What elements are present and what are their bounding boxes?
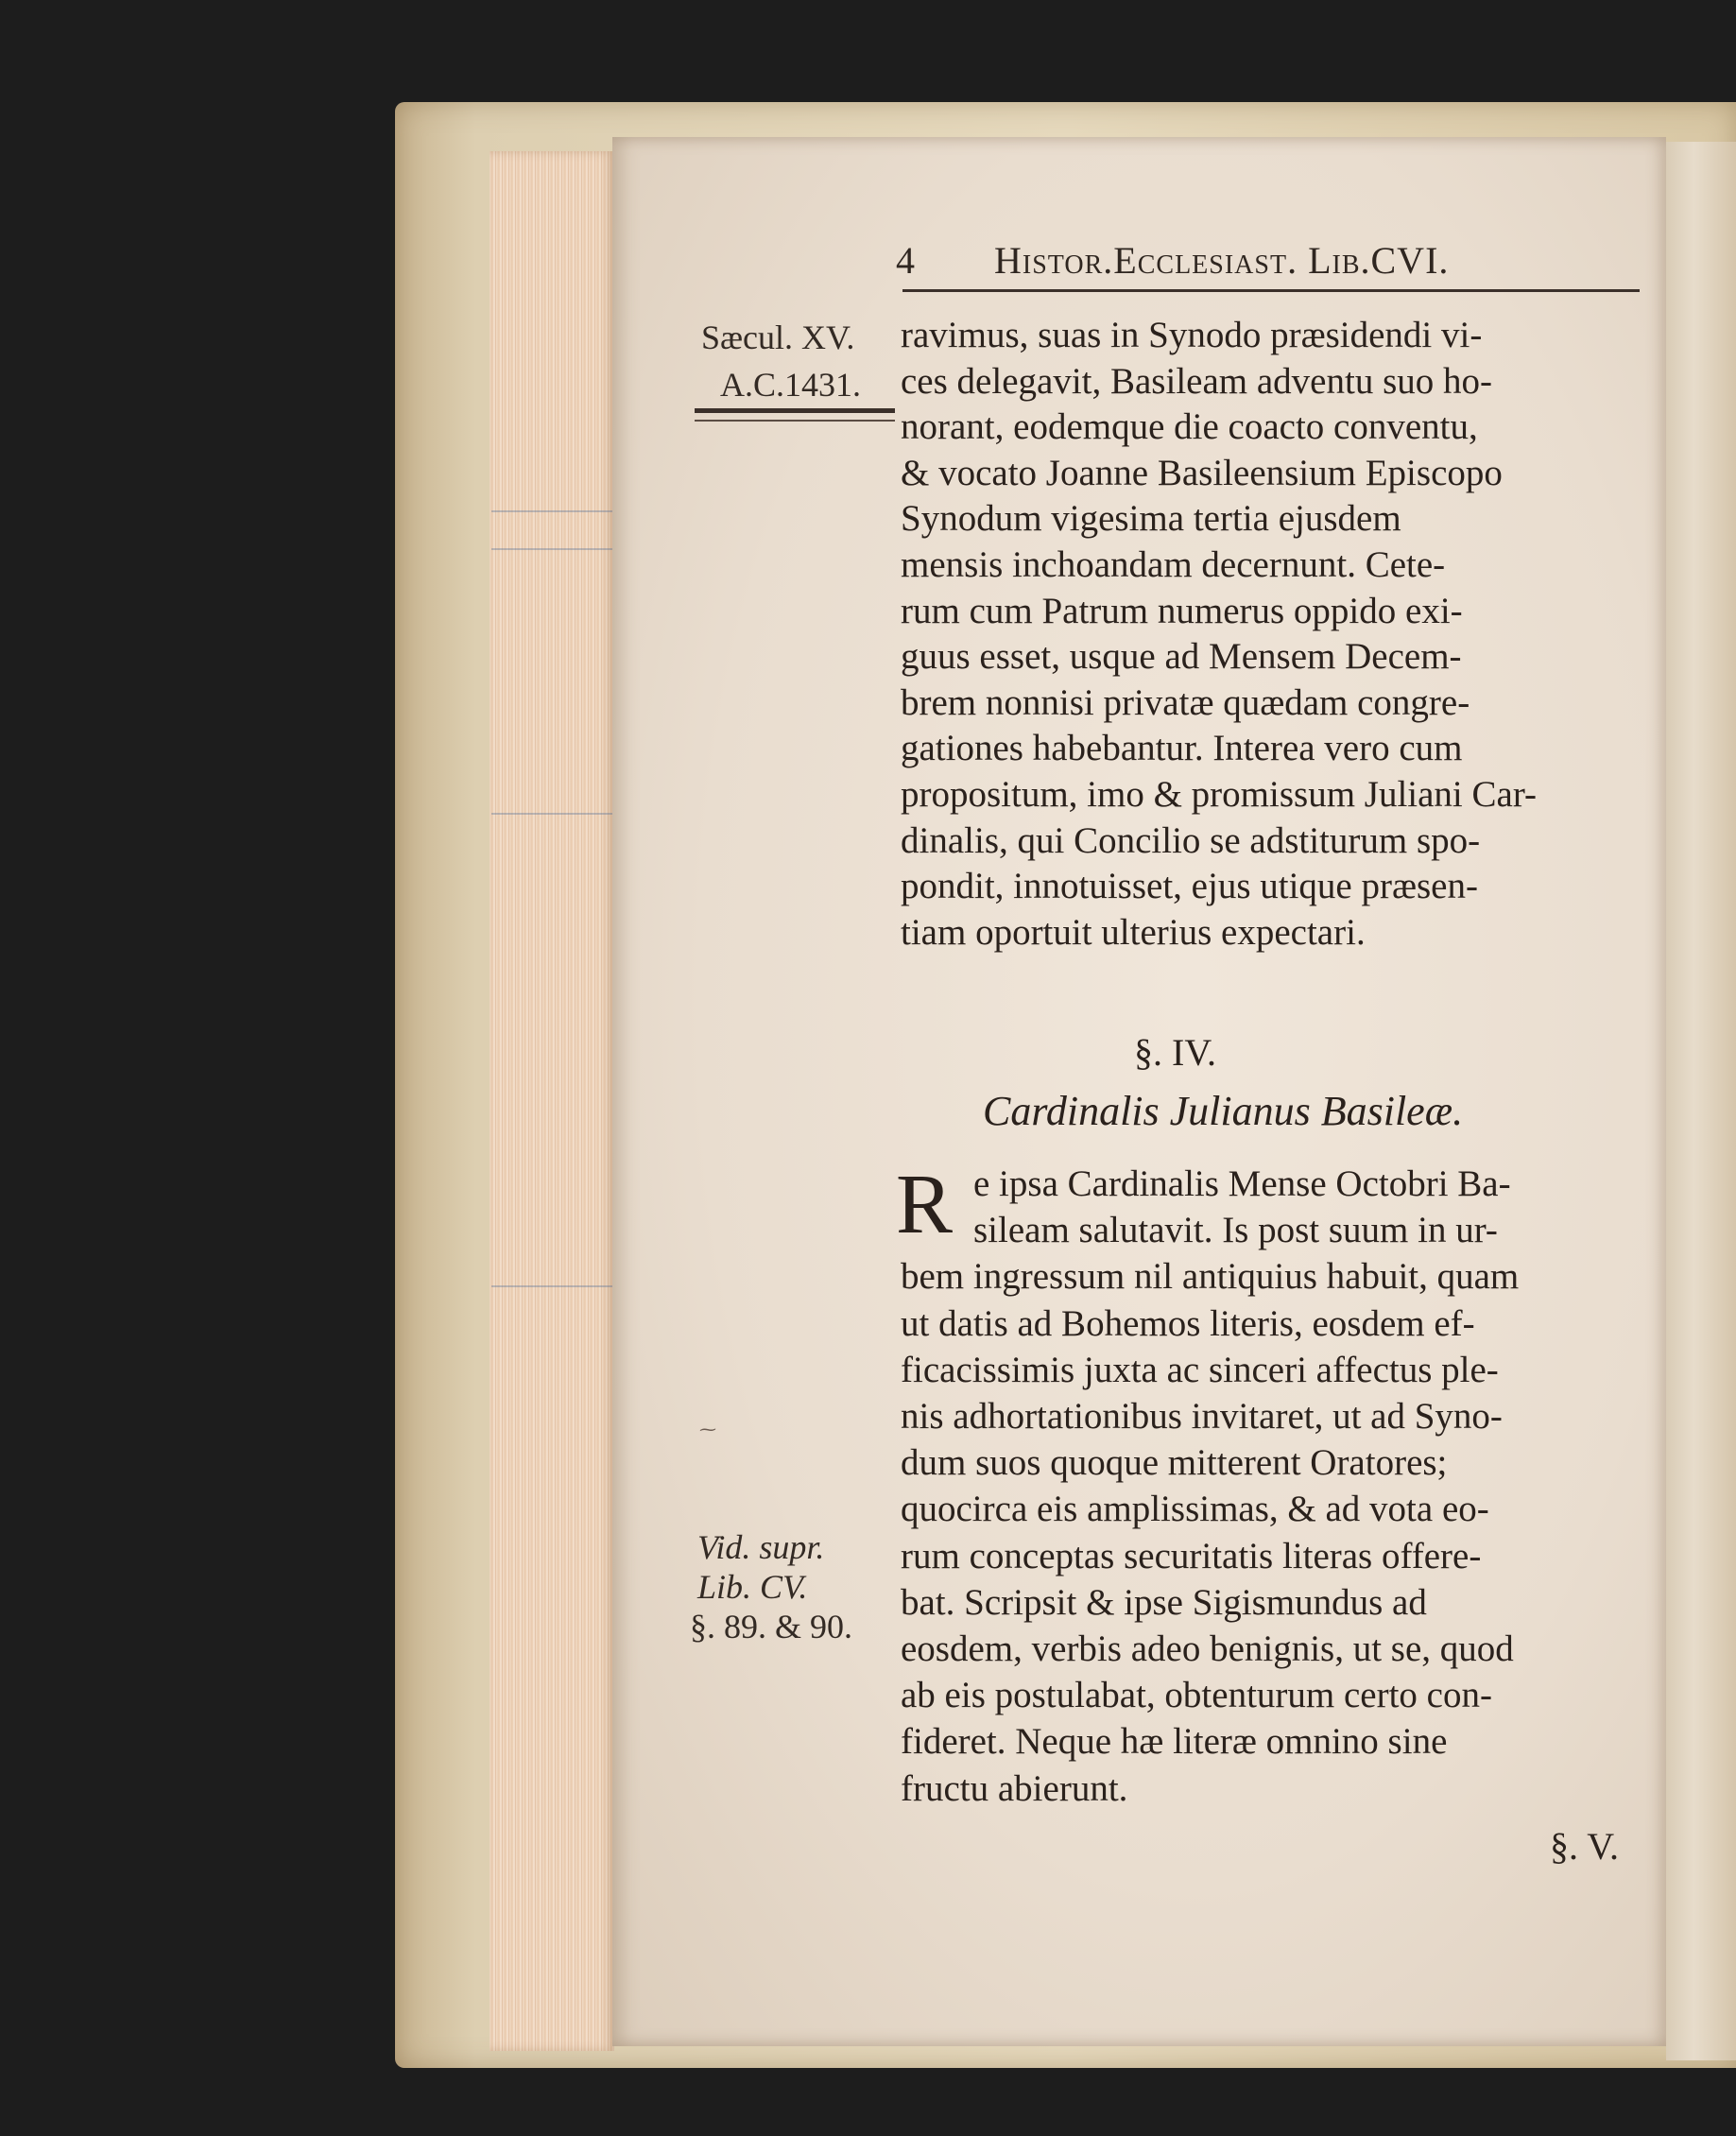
text-line: fructu abierunt.	[901, 1767, 1128, 1809]
text-line: mensis inchoandam decernunt. Cete-	[901, 544, 1446, 585]
text-line: propositum, imo & promissum Juliani Car-	[901, 774, 1538, 815]
section-number: §. IV.	[1134, 1031, 1217, 1074]
text-line: ficacissimis juxta ac sinceri affectus ple-	[901, 1349, 1499, 1390]
edge-stain	[491, 1285, 612, 1287]
text-line: gationes habebantur. Interea vero cum	[901, 728, 1463, 769]
text-line: bem ingressum nil antiquius habuit, quam	[901, 1256, 1520, 1298]
page-edges	[490, 151, 614, 2051]
margin-ref-2: Lib. CV.	[697, 1568, 808, 1606]
text-line: Synodum vigesima tertia ejusdem	[901, 498, 1401, 540]
catchword: §. V.	[1550, 1825, 1620, 1868]
text-line: e ipsa Cardinalis Mense Octobri Ba-	[973, 1163, 1511, 1204]
header-rule	[902, 289, 1640, 292]
text-line: fideret. Neque hæ literæ omnino sine	[901, 1721, 1448, 1763]
text-line: & vocato Joanne Basileensium Episcopo	[901, 452, 1503, 493]
margin-rule-thin	[695, 420, 895, 422]
text-line: ravimus, suas in Synodo præsidendi vi-	[901, 315, 1483, 355]
facing-page-edge	[1666, 142, 1736, 2060]
text-line: eosdem, verbis adeo benignis, ut se, quod	[901, 1628, 1514, 1669]
edge-stain	[491, 813, 612, 815]
text-line: ces delegavit, Basileam adventu suo ho-	[901, 360, 1492, 402]
text-line: brem nonnisi privatæ quædam congre-	[901, 681, 1470, 723]
page-number: 4	[896, 239, 916, 282]
text-line: nis adhortationibus invitaret, ut ad Syno-	[901, 1396, 1503, 1437]
text-line: quocirca eis amplissimas, & ad vota eo-	[901, 1489, 1489, 1530]
text-line: ut datis ad Bohemos literis, eosdem ef-	[901, 1302, 1475, 1344]
margin-ref-1: Vid. supr.	[697, 1528, 825, 1566]
text-line: norant, eodemque die coacto conventu,	[901, 406, 1478, 448]
section-title: Cardinalis Julianus Basileæ.	[983, 1088, 1464, 1134]
text-line: dinalis, qui Concilio se adstiturum spo-	[901, 819, 1481, 861]
text-line: sileam salutavit. Is post suum in ur-	[973, 1210, 1498, 1251]
running-head: Histor.Ecclesiast. Lib.CVI.	[994, 239, 1450, 282]
text-line: ab eis postulabat, obtenturum certo con-	[901, 1675, 1492, 1716]
text-line: rum cum Patrum numerus oppido exi-	[901, 590, 1463, 631]
running-header	[896, 238, 1642, 291]
margin-rule	[695, 408, 895, 413]
text-line: guus esset, usque ad Mensem Decem-	[901, 636, 1462, 678]
text-line: pondit, innotuisset, ejus utique præsen-	[901, 866, 1478, 907]
edge-stain	[491, 548, 612, 550]
text-line: bat. Scripsit & ipse Sigismundus ad	[901, 1581, 1427, 1623]
text-line: rum conceptas securitatis literas offere-	[901, 1535, 1482, 1576]
text-line: dum suos quoque mitterent Oratores;	[901, 1442, 1448, 1484]
margin-century: Sæcul. XV.	[701, 319, 855, 356]
margin-year: A.C.1431.	[720, 366, 862, 404]
edge-stain	[491, 510, 612, 512]
ink-speck: ⁓	[699, 1420, 716, 1438]
text-line: tiam oportuit ulterius expectari.	[901, 911, 1366, 953]
margin-ref-3: §. 89. & 90.	[690, 1608, 853, 1645]
drop-cap: R	[896, 1158, 954, 1251]
